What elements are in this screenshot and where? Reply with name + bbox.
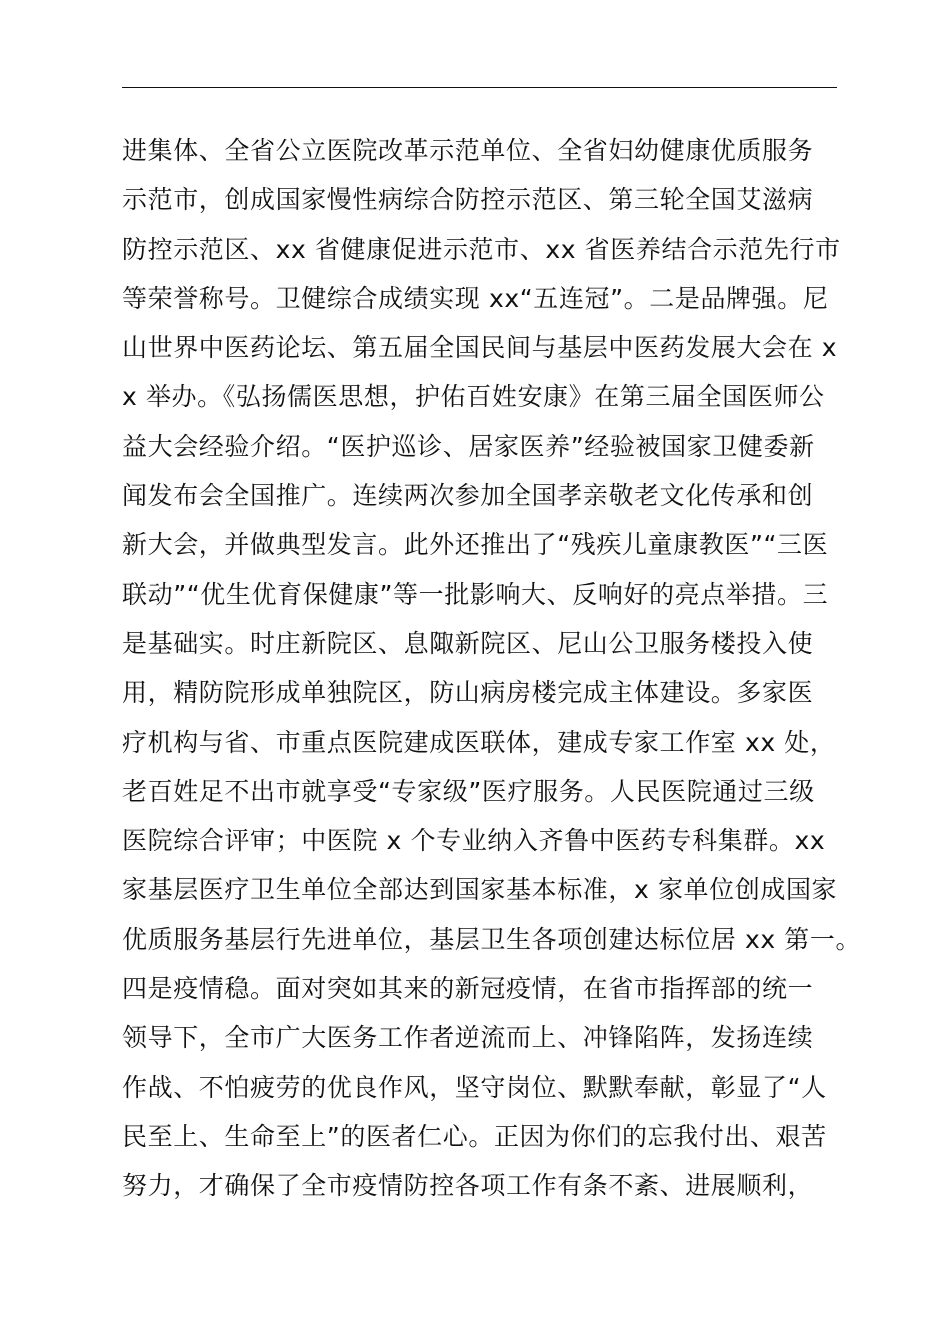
text-line: 医院综合评审；中医院 x 个专业纳入齐鲁中医药专科集群。xx — [122, 826, 826, 856]
text-line: 民至上、生命至上”的医者仁心。正因为你们的忘我付出、艰苦 — [122, 1121, 827, 1151]
body-text — [122, 126, 862, 1211]
text-line: 防控示范区、xx 省健康促进示范市、xx 省医养结合示范先行市 — [122, 234, 841, 264]
header-rule — [122, 87, 837, 88]
text-line: 示范市，创成国家慢性病综合防控示范区、第三轮全国艾滋病 — [122, 185, 814, 215]
text-line: 是基础实。时庄新院区、息陬新院区、尼山公卫服务楼投入使 — [122, 628, 814, 658]
text-line: 努力，才确保了全市疫情防控各项工作有条不紊、进展顺利， — [122, 1171, 814, 1201]
text-line: 老百姓足不出市就享受“专家级”医疗服务。人民医院通过三级 — [122, 776, 815, 806]
text-line: 优质服务基层行先进单位，基层卫生各项创建达标位居 xx 第一。 — [122, 924, 862, 954]
text-line: x 举办。《弘扬儒医思想，护佑百姓安康》在第三届全国医师公 — [122, 382, 825, 412]
text-line: 新大会，并做典型发言。此外还推出了“残疾儿童康教医”“三医 — [122, 530, 829, 560]
text-line: 疗机构与省、市重点医院建成医联体，建成专家工作室 xx 处， — [122, 727, 836, 757]
text-line: 联动”“优生优育保健康”等一批影响大、反响好的亮点举措。三 — [122, 579, 829, 609]
text-line: 等荣誉称号。卫健综合成绩实现 xx“五连冠”。二是品牌强。尼 — [122, 283, 829, 313]
text-line: 山世界中医药论坛、第五届全国民间与基层中医药发展大会在 x — [122, 333, 838, 363]
text-line: 用，精防院形成单独院区，防山病房楼完成主体建设。多家医 — [122, 678, 814, 708]
text-line: 益大会经验介绍。“医护巡诊、居家医养”经验被国家卫健委新 — [122, 431, 815, 461]
text-line: 作战、不怕疲劳的优良作风，坚守岗位、默默奉献，彰显了“人 — [122, 1072, 827, 1102]
text-line: 领导下，全市广大医务工作者逆流而上、冲锋陷阵，发扬连续 — [122, 1023, 814, 1053]
text-line: 闻发布会全国推广。连续两次参加全国孝亲敬老文化传承和创 — [122, 481, 814, 511]
text-line: 进集体、全省公立医院改革示范单位、全省妇幼健康优质服务 — [122, 136, 814, 165]
text-line: 四是疫情稳。面对突如其来的新冠疫情，在省市指挥部的统一 — [122, 974, 814, 1004]
text-line: 家基层医疗卫生单位全部达到国家基本标准，x 家单位创成国家 — [122, 875, 838, 905]
